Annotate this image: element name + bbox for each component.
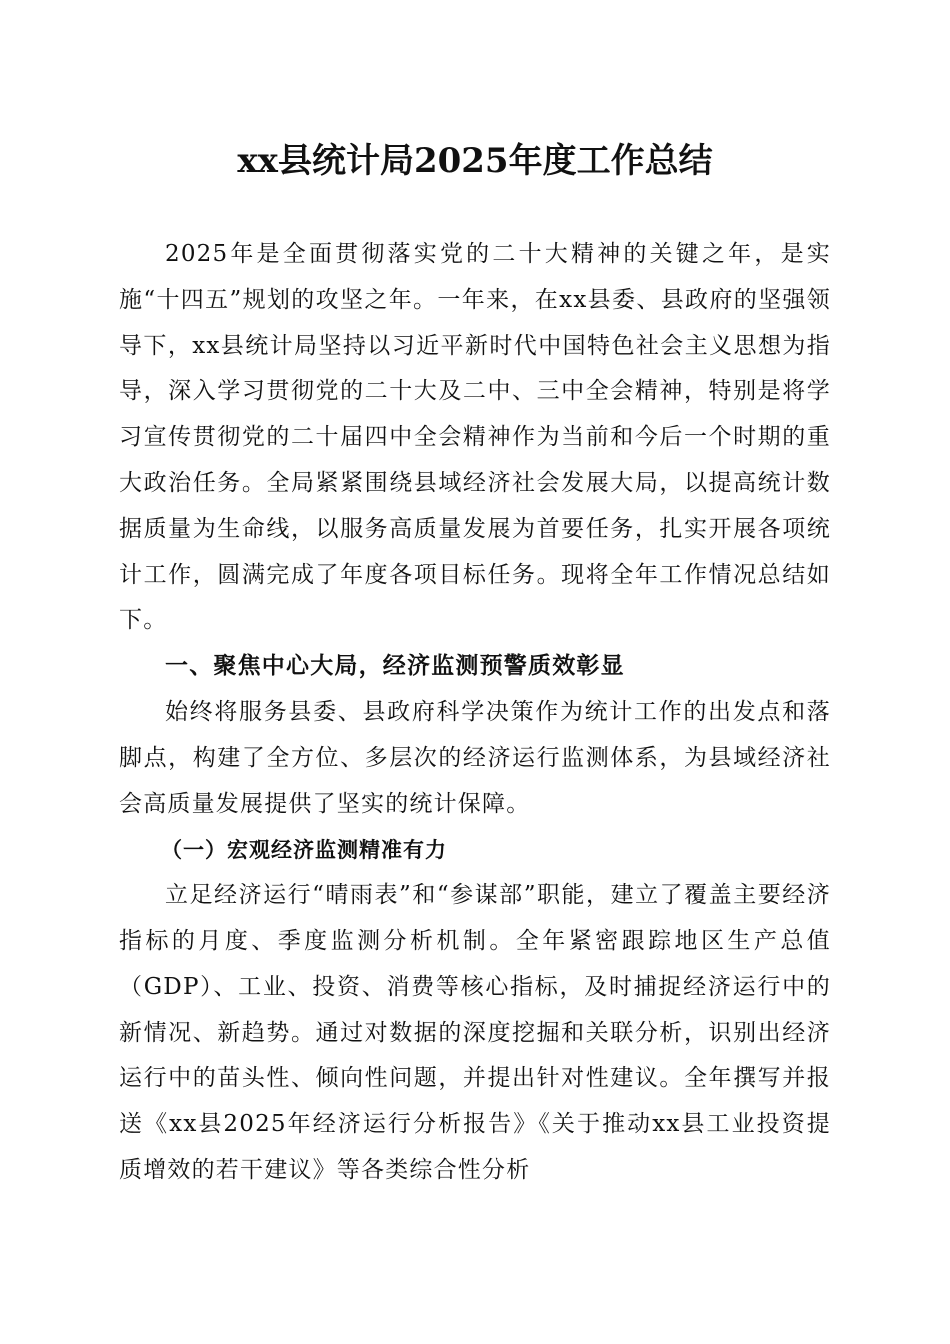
section-1-heading: 一、聚焦中心大局，经济监测预警质效彰显 — [165, 653, 625, 680]
intro-paragraph: 2025年是全面贯彻落实党的二十大精神的关键之年，是实施“十四五”规划的攻坚之年。一年来，在xx县委、县政府的坚强领导下，xx县统计局坚持以习近平新时代中国特色社会主义思想为指导，深入学习贯彻党的二十大及二中、三中全会精神，特别是将学习宣传贯彻党的二十届四中全会精神作为当前和今后一个时期的重大政治任务。全局紧紧围绕县域经济社会发展大局，以提高统计数据质量为生命线，以服务高质量发展为首要任务，扎实开展各项统计工作，圆满完成了年度各项目标任务。现将全年工作情况总结如下。 — [119, 241, 831, 634]
section-1-paragraph: 始终将服务县委、县政府科学决策作为统计工作的出发点和落脚点，构建了全方位、多层次的经济运行监测体系，为县域经济社会高质量发展提供了坚实的统计保障。 — [119, 698, 831, 817]
document-body — [119, 232, 831, 1194]
document-title: xx县统计局2025年度工作总结 — [237, 141, 713, 181]
subsection-1-paragraph: 立足经济运行“晴雨表”和“参谋部”职能，建立了覆盖主要经济指标的月度、季度监测分析机制。全年紧密跟踪地区生产总值（GDP）、工业、投资、消费等核心指标，及时捕捉经济运行中的新情况、新趋势。通过对数据的深度挖掘和关联分析，识别出经济运行中的苗头性、倾向性问题，并提出针对性建议。全年撰写并报送《xx县2025年经济运行分析报告》《关于推动xx县工业投资提质增效的若干建议》等各类综合性分析 — [119, 882, 831, 1183]
subsection-1-heading: （一）宏观经济监测精准有力 — [161, 837, 447, 863]
